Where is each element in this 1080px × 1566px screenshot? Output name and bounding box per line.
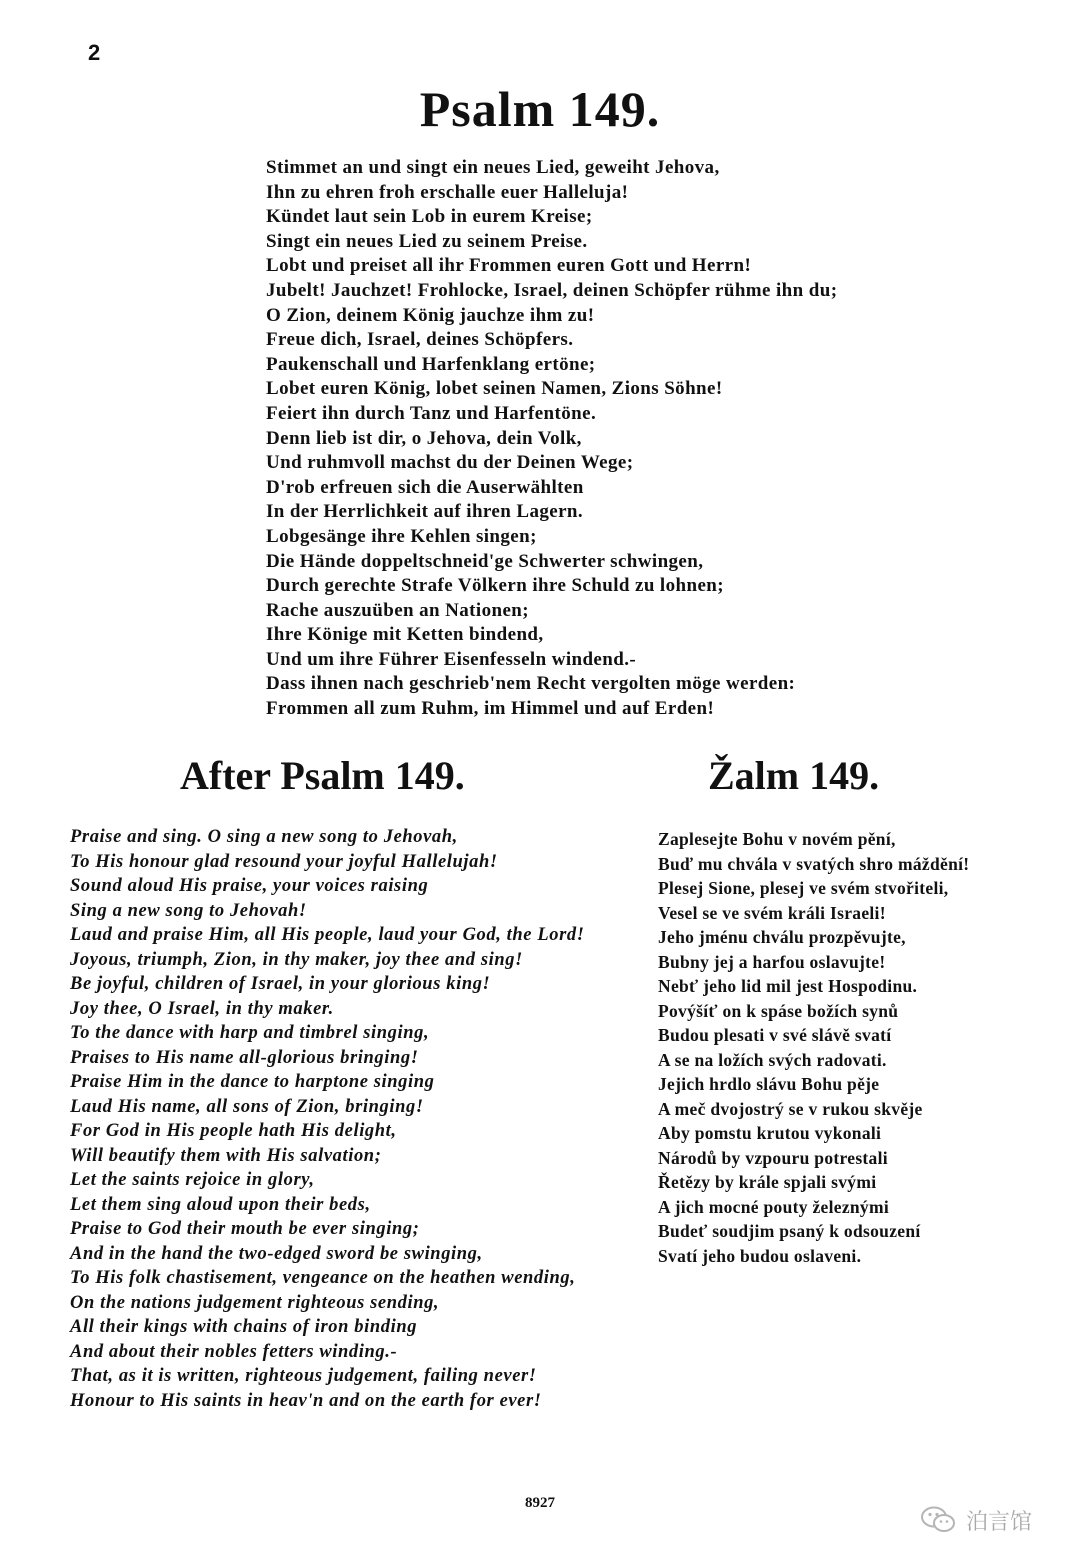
english-line: Let them sing aloud upon their beds,: [70, 1194, 371, 1215]
german-line: O Zion, deinem König jauchze ihm zu!: [266, 304, 595, 326]
czech-line: Bubny jej a harfou oslavujte!: [658, 951, 886, 972]
czech-line: Národů by vzpouru potrestali: [658, 1147, 888, 1168]
german-line: Jubelt! Jauchzet! Frohlocke, Israel, deinen Schöpfer rühme ihn du;: [266, 279, 838, 301]
czech-line: Povýšíť on k spáse božích synů: [658, 1000, 899, 1021]
german-line: Und ruhmvoll machst du der Deinen Wege;: [266, 452, 634, 474]
german-line: Denn lieb ist dir, o Jehova, dein Volk,: [266, 427, 582, 449]
german-verse: [266, 156, 966, 722]
german-line: Dass ihnen nach geschrieb'nem Recht vergolten möge werden:: [266, 673, 796, 695]
plate-number: 8927: [525, 1495, 555, 1511]
english-line: Praises to His name all-glorious bringing!: [70, 1047, 419, 1068]
czech-title: Žalm 149.: [708, 753, 880, 798]
czech-line: Aby pomstu krutou vykonali: [658, 1123, 882, 1143]
czech-line: Jejich hrdlo slávu Bohu pěje: [658, 1074, 880, 1094]
czech-line: Vesel se ve svém králi Israeli!: [658, 902, 886, 923]
english-line: Praise Him in the dance to harptone singing: [70, 1072, 435, 1092]
german-line: Kündet laut sein Lob in eurem Kreise;: [266, 206, 593, 228]
german-line: Paukenschall und Harfenklang ertöne;: [266, 353, 596, 375]
english-title: After Psalm 149.: [180, 753, 465, 798]
english-line: To His folk chastisement, vengeance on the heathen wending,: [70, 1268, 576, 1288]
german-line: Feiert ihn durch Tanz und Harfentöne.: [266, 402, 597, 424]
german-line: Und um ihre Führer Eisenfesseln windend.-: [266, 648, 637, 670]
page-number: 2: [88, 40, 101, 65]
czech-line: Plesej Sione, plesej ve svém stvořiteli,: [658, 878, 949, 898]
czech-line: A jich mocné pouty železnými: [658, 1196, 890, 1217]
czech-line: Nebť jeho lid mil jest Hospodinu.: [658, 976, 918, 996]
german-line: Lobet euren König, lobet seinen Namen, Zions Söhne!: [266, 378, 723, 400]
german-line: Ihn zu ehren froh erschalle euer Halleluja!: [266, 181, 629, 203]
english-line: Praise and sing. O sing a new song to Jehovah,: [70, 827, 458, 847]
english-line: Praise to God their mouth be ever singing;: [70, 1219, 420, 1239]
english-line: Joy thee, O Israel, in thy maker.: [70, 998, 334, 1019]
czech-line: Jeho jménu chválu prozpěvujte,: [658, 927, 906, 947]
english-line: On the nations judgement righteous sending,: [70, 1292, 440, 1313]
czech-line: A se na ložích svých radovati.: [658, 1049, 887, 1070]
german-line: Lobt und preiset all ihr Frommen euren Gott und Herrn!: [266, 255, 752, 277]
czech-line: Zaplesejte Bohu v novém pění,: [658, 829, 896, 849]
english-line: That, as it is written, righteous judgement, failing never!: [70, 1366, 537, 1386]
english-line: Sing a new song to Jehovah!: [70, 900, 307, 921]
german-line: Rache auszuüben an Nationen;: [266, 599, 529, 621]
czech-line: Svatí jeho budou oslaveni.: [658, 1245, 862, 1266]
german-line: Ihre Könige mit Ketten bindend,: [266, 624, 544, 646]
czech-line: Řetězy by krále spjali svými: [658, 1172, 877, 1192]
czech-line: Budeť soudjim psaný k odsouzení: [658, 1221, 921, 1241]
german-line: Durch gerechte Strafe Völkern ihre Schuld zu lohnen;: [266, 575, 724, 597]
english-line: Be joyful, children of Israel, in your glorious king!: [70, 974, 491, 994]
watermark-text: 泊言馆: [966, 1509, 1033, 1535]
czech-line: Budou plesati v své slávě svatí: [658, 1025, 892, 1045]
german-line: Stimmet an und singt ein neues Lied, geweiht Jehova,: [266, 157, 720, 178]
watermark: [920, 1503, 1032, 1537]
german-line: Frommen all zum Ruhm, im Himmel und auf Erden!: [266, 698, 715, 720]
czech-verse: [658, 827, 1058, 1268]
english-line: For God in His people hath His delight,: [70, 1121, 397, 1141]
czech-line: A meč dvojostrý se v rukou skvěje: [658, 1098, 923, 1119]
english-line: Sound aloud His praise, your voices raising: [70, 876, 429, 896]
german-line: Freue dich, Israel, deines Schöpfers.: [266, 329, 574, 351]
german-line: Lobgesänge ihre Kehlen singen;: [266, 525, 537, 547]
english-line: All their kings with chains of iron binding: [70, 1317, 418, 1337]
page-title: Psalm 149.: [419, 81, 661, 137]
german-line: Die Hände doppeltschneid'ge Schwerter schwingen,: [266, 550, 704, 572]
english-line: Laud His name, all sons of Zion, bringing!: [70, 1096, 424, 1117]
english-line: And in the hand the two-edged sword be swinging,: [70, 1243, 483, 1264]
german-line: In der Herrlichkeit auf ihren Lagern.: [266, 501, 584, 523]
english-line: To the dance with harp and timbrel singing,: [70, 1023, 430, 1043]
english-line: To His honour glad resound your joyful Hallelujah!: [70, 851, 498, 872]
german-line: D'rob erfreuen sich die Auserwählten: [266, 476, 584, 498]
wechat-icon: [920, 1505, 958, 1535]
english-line: Laud and praise Him, all His people, laud your God, the Lord!: [70, 925, 585, 945]
english-line: And about their nobles fetters winding.-: [70, 1341, 398, 1362]
english-line: Honour to His saints in heav'n and on the earth for ever!: [70, 1390, 542, 1411]
german-line: Singt ein neues Lied zu seinem Preise.: [266, 230, 588, 252]
english-line: Will beautify them with His salvation;: [70, 1145, 382, 1166]
english-line: Joyous, triumph, Zion, in thy maker, joy thee and sing!: [70, 949, 523, 970]
czech-line: Buď mu chvála v svatých shro máždění!: [658, 853, 970, 874]
english-verse: [70, 825, 650, 1413]
english-line: Let the saints rejoice in glory,: [70, 1170, 315, 1190]
